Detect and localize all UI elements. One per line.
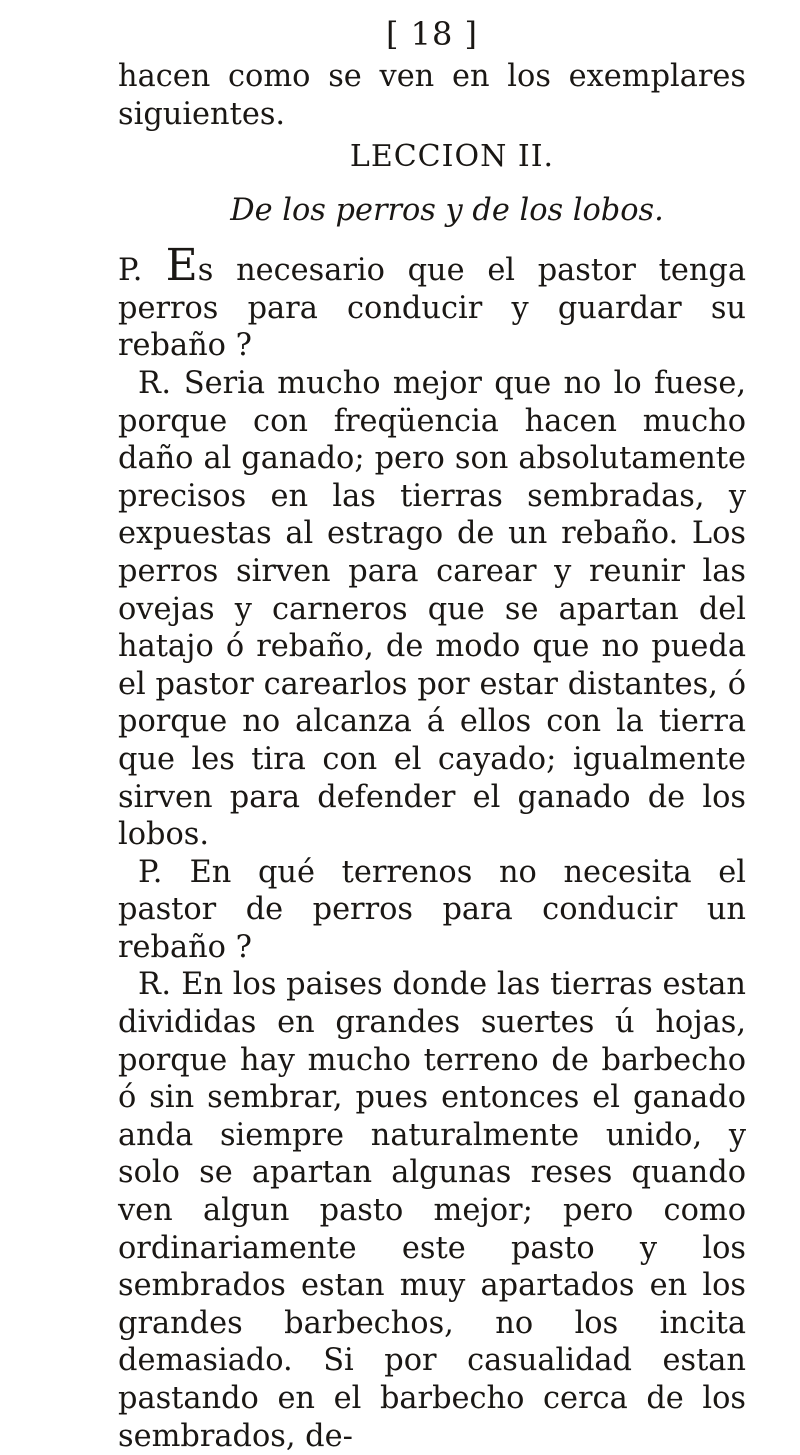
lesson-subtitle: De los perros y de los lobos.	[230, 193, 664, 229]
dialogue-text: En qué terrenos no necesita el pastor de perros para conducir un rebaño ?	[118, 854, 746, 965]
dialogue-question-1	[118, 240, 746, 365]
speaker-label: P.	[138, 854, 163, 890]
page-number: [ 18 ]	[385, 15, 479, 53]
lesson-title: LECCION II.	[349, 139, 555, 175]
dialogue-text: Seria mucho mejor que no lo fuese, porque con freqüencia hacen mucho daño al ganado; pero son absolutamente precisos en las tierras sembradas, y expuestas al estrago de un rebaño. Los perros sirven para carear y reunir las ovejas y carneros que se apartan del hatajo ó rebaño, de modo que no pueda el pastor carearlos por estar distantes, ó porque no alcanza á ellos con la tierra que les tira con el cayado; igualmente sirven para defender el ganado de los lobos.	[118, 365, 746, 853]
intro-text: hacen como se ven en los exemplares siguientes.	[118, 59, 746, 132]
dialogue-text: En los paises donde las tierras estan divididas en grandes suertes ú hojas, porque hay mucho terreno de barbecho ó sin sembrar, pues entonces el ganado anda siempre naturalmente unido, y solo se apartan algunas reses quando ven algun pasto mejor; pero como ordinariamente este pasto y los sembrados estan muy apartados en los grandes barbechos, no los incita demasiado. Si por casualidad estan pastando en el barbecho cerca de los sembrados, de-	[118, 967, 746, 1454]
drop-cap: E	[165, 240, 198, 292]
dialogue-text: s necesario que el pastor tenga perros para conducir y guardar su rebaño ?	[118, 253, 746, 364]
dialogue-question-2	[118, 854, 746, 967]
speaker-label: P.	[118, 253, 143, 289]
dialogue-answer-1	[118, 365, 746, 854]
speaker-label: R.	[138, 365, 172, 401]
speaker-label: R.	[138, 967, 172, 1003]
